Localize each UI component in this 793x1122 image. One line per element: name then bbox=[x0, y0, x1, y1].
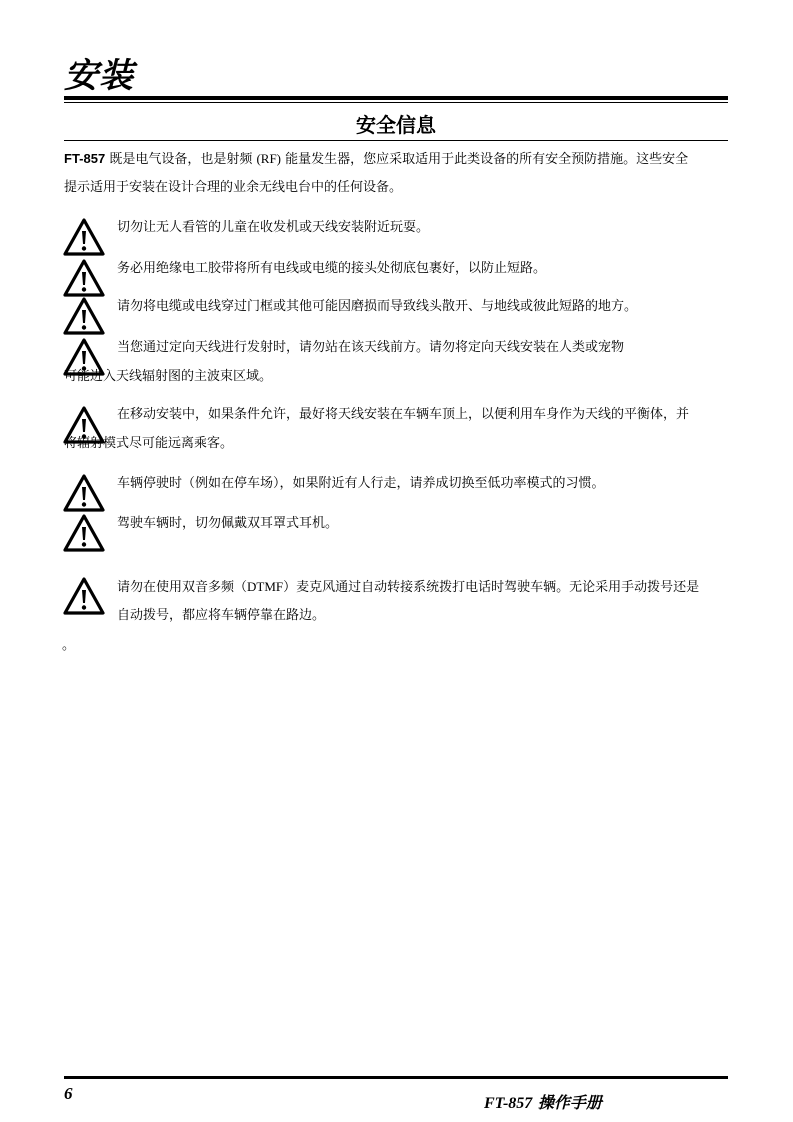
page-header-title: 安装 bbox=[64, 56, 134, 96]
warning-8-text-a: 请勿在使用双音多频（ bbox=[117, 580, 248, 595]
dtmf-abbreviation: DTMF bbox=[247, 579, 284, 594]
footer-model: FT-857 bbox=[484, 1095, 533, 1112]
warning-7-text: 驾驶车辆时，切勿佩戴双耳罩式耳机。 bbox=[117, 516, 339, 531]
rf-abbreviation: (RF) bbox=[256, 151, 282, 166]
section-title: 安全信息 bbox=[356, 113, 436, 137]
section-title-underline bbox=[64, 140, 728, 141]
warning-triangle-icon bbox=[63, 474, 105, 512]
warning-triangle-icon bbox=[63, 577, 105, 615]
warning-1-text: 切勿让无人看管的儿童在收发机或天线安装附近玩耍。 bbox=[117, 220, 430, 235]
intro-paragraph bbox=[64, 145, 730, 202]
warning-triangle-icon bbox=[63, 218, 105, 256]
warning-4-text-line-1: 当您通过定向天线进行发射时，请勿站在该天线前方。请勿将定向天线安装在人类或宠物 bbox=[117, 340, 625, 355]
footer-rule bbox=[64, 1076, 728, 1079]
warning-8-text-line-1 bbox=[117, 577, 699, 598]
warning-3-text: 请勿将电缆或电线穿过门框或其他可能因磨损而导致线头散开、与地线或彼此短路的地方。 bbox=[117, 299, 638, 314]
header-rule-thick bbox=[64, 96, 728, 100]
intro-text-a: 既是电气设备，也是射频 bbox=[105, 152, 257, 167]
warning-6-text: 车辆停驶时（例如在停车场），如果附近有人行走，请养成切换至低功率模式的习惯。 bbox=[117, 476, 605, 491]
warning-triangle-icon bbox=[63, 514, 105, 552]
intro-line-2: 提示适用于安装在设计合理的业余无线电台中的任何设备。 bbox=[64, 180, 403, 195]
warning-triangle-icon bbox=[63, 297, 105, 335]
warning-8-text-line-2: 自动拨号，都应将车辆停靠在路边。 bbox=[117, 608, 326, 623]
warning-5-text-line-2: 将辐射模式尽可能远离乘客。 bbox=[64, 436, 234, 451]
model-name: FT-857 bbox=[64, 151, 106, 166]
warning-4-text-line-2: 可能进入天线辐射图的主波束区域。 bbox=[64, 369, 273, 384]
header-rule-thin bbox=[64, 102, 728, 103]
footer-title-text: 操作手册 bbox=[532, 1093, 602, 1112]
warning-triangle-icon bbox=[63, 259, 105, 297]
warning-8-text-b: ）麦克风通过自动转接系统拨打电话时驾驶车辆。无论采用手动拨号还是 bbox=[283, 580, 700, 595]
page-number: 6 bbox=[64, 1084, 73, 1103]
footer-document-title bbox=[484, 1092, 602, 1115]
warning-5-text-line-1: 在移动安装中，如果条件允许，最好将天线安装在车辆车顶上，以便利用车身作为天线的平衡体，并 bbox=[117, 407, 690, 422]
intro-line-1 bbox=[64, 145, 730, 174]
trailing-punctuation: 。 bbox=[62, 638, 76, 653]
intro-text-b: 能量发生器，您应采取适用于此类设备的所有安全预防措施。这些安全 bbox=[281, 152, 689, 167]
warning-2-text: 务必用绝缘电工胶带将所有电线或电缆的接头处彻底包裹好，以防止短路。 bbox=[117, 261, 547, 276]
